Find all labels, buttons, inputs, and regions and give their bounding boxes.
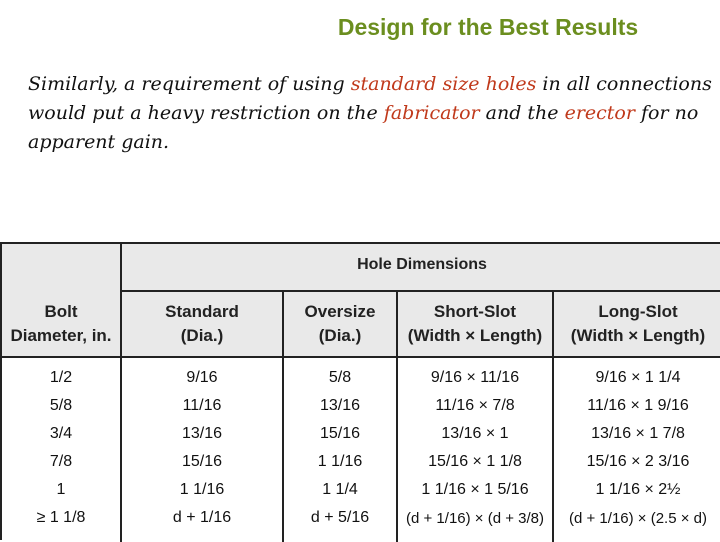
cell-bolt-diameter: ≥ 1 1/8 (36, 509, 86, 526)
cell-short-slot: 11/16 × 7/8 (435, 397, 515, 414)
cell-bolt-diameter: 1/2 (49, 369, 73, 386)
body-text-segment: in all connections would put a heavy restriction on the (28, 73, 712, 124)
column-header-line1: Oversize (304, 302, 376, 321)
column-header-short-slot (398, 292, 552, 356)
header-bottom-line (2, 356, 720, 358)
column-header-line1: Long-Slot (598, 302, 678, 321)
column-header-line2: Diameter, in. (10, 326, 112, 345)
column-header-line2: (Width × Length) (570, 326, 706, 345)
column-header-line1: Standard (165, 302, 239, 321)
column-header-line2: (Width × Length) (407, 326, 543, 345)
cell-short-slot: 1 1/16 × 1 5/16 (421, 481, 529, 498)
table-row (2, 364, 720, 392)
cell-standard: d + 1/16 (172, 509, 232, 526)
group-header-hole-dimensions: Hole Dimensions (357, 256, 487, 273)
cell-long-slot: 9/16 × 1 1/4 (595, 369, 681, 386)
cell-oversize: d + 5/16 (310, 509, 370, 526)
cell-long-slot: 1 1/16 × 2½ (595, 481, 681, 498)
column-header-line1: Bolt (44, 302, 78, 321)
body-text-segment: Similarly, a requirement of using (28, 73, 351, 95)
table-row (2, 392, 720, 420)
column-header-standard (122, 292, 282, 356)
cell-short-slot: (d + 1/16) × (d + 3/8) (406, 509, 544, 527)
cell-bolt-diameter: 3/4 (49, 425, 73, 442)
table-row (2, 476, 720, 504)
table-row (2, 420, 720, 448)
cell-short-slot: 13/16 × 1 (441, 425, 509, 442)
column-header-long-slot (554, 292, 720, 356)
column-header-bolt-diameter (2, 292, 120, 356)
cell-long-slot: 15/16 × 2 3/16 (586, 453, 690, 470)
table-row (2, 504, 720, 532)
highlight-erector: erector (564, 102, 635, 124)
table-row (2, 448, 720, 476)
cell-bolt-diameter: 7/8 (49, 453, 73, 470)
body-text-segment: for no apparent gain. (28, 102, 699, 153)
cell-short-slot: 9/16 × 11/16 (430, 369, 520, 386)
cell-long-slot: 11/16 × 1 9/16 (587, 397, 689, 414)
cell-oversize: 13/16 (319, 397, 361, 414)
cell-long-slot: (d + 1/16) × (2.5 × d) (569, 509, 707, 527)
cell-oversize: 5/8 (328, 369, 352, 386)
column-header-line2: (Dia.) (180, 326, 224, 345)
cell-standard: 1 1/16 (179, 481, 225, 498)
hole-dimensions-table (0, 242, 720, 540)
cell-oversize: 1 1/4 (322, 481, 358, 498)
cell-bolt-diameter: 5/8 (49, 397, 73, 414)
highlight-fabricator: fabricator (383, 102, 480, 124)
body-text-segment: and the (479, 102, 565, 124)
slide-body-text (28, 70, 718, 157)
cell-bolt-diameter: 1 (56, 481, 66, 498)
cell-standard: 15/16 (181, 453, 223, 470)
cell-standard: 13/16 (181, 425, 223, 442)
cell-oversize: 15/16 (319, 425, 361, 442)
cell-standard: 11/16 (182, 397, 222, 414)
column-header-line1: Short-Slot (433, 302, 517, 321)
column-header-line2: (Dia.) (318, 326, 362, 345)
cell-short-slot: 15/16 × 1 1/8 (428, 453, 522, 470)
cell-oversize: 1 1/16 (317, 453, 363, 470)
slide-title: Design for the Best Results (337, 14, 639, 40)
column-header-oversize (284, 292, 396, 356)
cell-long-slot: 13/16 × 1 7/8 (591, 425, 685, 442)
highlight-standard-size-holes: standard size holes (350, 73, 537, 95)
cell-standard: 9/16 (186, 369, 218, 386)
